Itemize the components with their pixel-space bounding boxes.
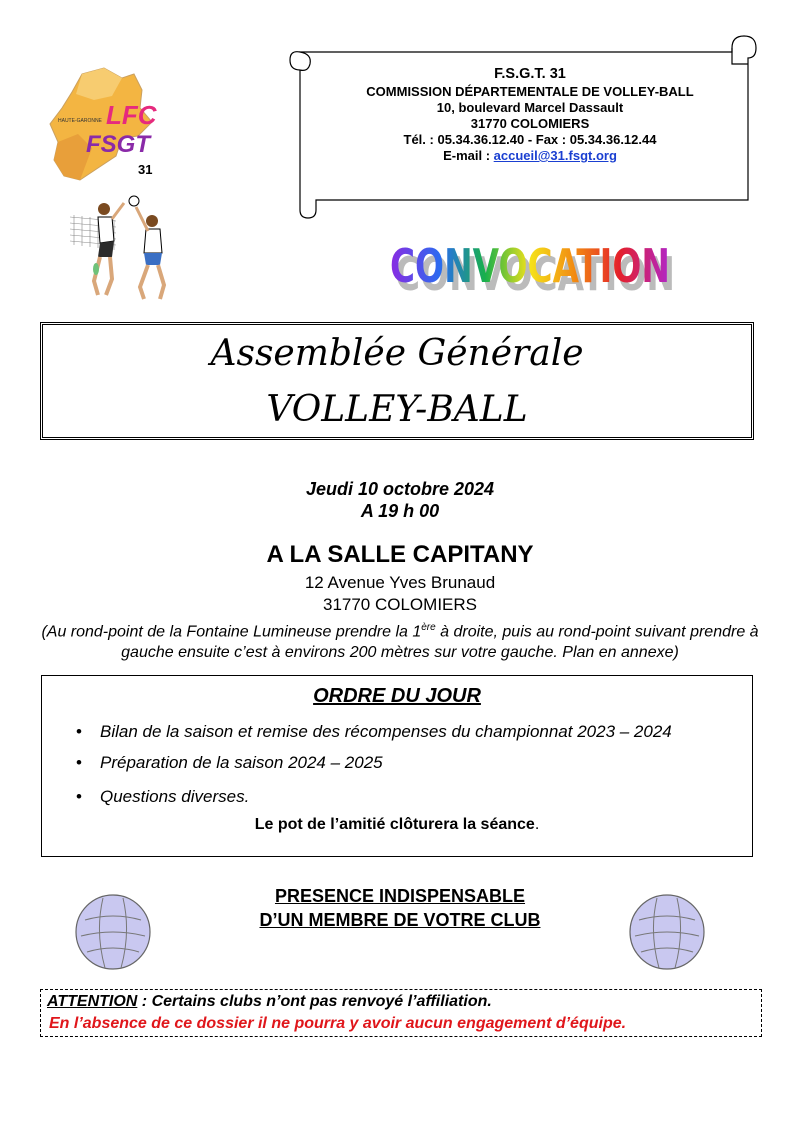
directions-text-2: à droite, puis au rond-point suivant prendre à gauche ensuite c’est à environs 200 mètres sur votre gauche. Plan en annexe) [121, 623, 759, 662]
logo-region-text: HAUTE-GARONNE [58, 118, 102, 124]
agenda-title: ORDRE DU JOUR [313, 685, 481, 707]
venue-city: 31770 COLOMIERS [322, 595, 477, 614]
address-city: 31770 COLOMIERS [470, 116, 590, 131]
bullet-icon: • [76, 787, 82, 806]
agenda-item [76, 752, 746, 774]
org-name: F.S.G.T. 31 [494, 66, 566, 82]
attention-label: ATTENTION [47, 993, 138, 1010]
email-link[interactable]: accueil@31.fsgt.org [493, 148, 617, 163]
agenda-item-text: Questions diverses. [100, 787, 250, 806]
agenda-item-text: Bilan de la saison et remise des récompenses du championnat 2023 – 2024 [100, 722, 672, 741]
phone-fax: Tél. : 05.34.36.12.40 - Fax : 05.34.36.12.44 [403, 132, 657, 147]
commission-name: COMMISSION DÉPARTEMENTALE DE VOLLEY-BALL [366, 84, 694, 99]
address-street: 10, boulevard Marcel Dassault [436, 100, 624, 115]
player-left-icon [93, 203, 124, 295]
bullet-icon: • [76, 753, 82, 772]
closing-text: Le pot de l’amitié clôturera la séance [254, 816, 535, 833]
fsgt31-logo [42, 64, 172, 186]
directions-text: (Au rond-point de la Fontaine Lumineuse prendre la 1 [41, 623, 422, 641]
email-label: E-mail : [443, 148, 494, 163]
venue-street: 12 Avenue Yves Brunaud [304, 573, 496, 592]
volleyball-players-illustration [68, 195, 178, 305]
presence-notice-2 [0, 909, 800, 931]
email-line [310, 148, 750, 164]
presence-line-2: D’UN MEMBRE DE VOTRE CLUB [259, 910, 541, 930]
closing-period: . [534, 816, 540, 833]
title-assembly: Assemblée Générale [210, 333, 584, 374]
attention-line [47, 991, 757, 1012]
logo-dept-text: 31 [138, 162, 153, 177]
venue-directions [38, 617, 762, 663]
convocation-title: CONVOCATION [390, 239, 670, 293]
logo-fsgt-text: FSGT [86, 131, 150, 158]
title-sport: VOLLEY-BALL [266, 389, 528, 430]
agenda-closing [41, 815, 753, 835]
convocation-wordart [380, 232, 680, 294]
presence-line-1: PRESENCE INDISPENSABLE [274, 886, 526, 906]
agenda-item [76, 786, 746, 808]
player-right-icon [129, 196, 164, 299]
event-venue: A LA SALLE CAPITANY [266, 541, 534, 568]
logo-lfc-text: LFC [106, 100, 157, 130]
agenda-item [76, 721, 746, 743]
organization-header [310, 64, 750, 164]
convocation-shadow: CONVOCATION [395, 247, 675, 294]
attention-warning: En l’absence de ce dossier il ne pourra y avoir aucun engagement d’équipe. [49, 1015, 627, 1032]
attention-text: : Certains clubs n’ont pas renvoyé l’affiliation. [137, 993, 492, 1010]
presence-notice [0, 885, 800, 907]
event-date: Jeudi 10 octobre 2024 [305, 479, 495, 499]
agenda-item-text: Préparation de la saison 2024 – 2025 [100, 753, 383, 772]
bullet-icon: • [76, 722, 82, 741]
directions-superscript: ère [421, 622, 436, 633]
event-time: A 19 h 00 [360, 501, 440, 521]
